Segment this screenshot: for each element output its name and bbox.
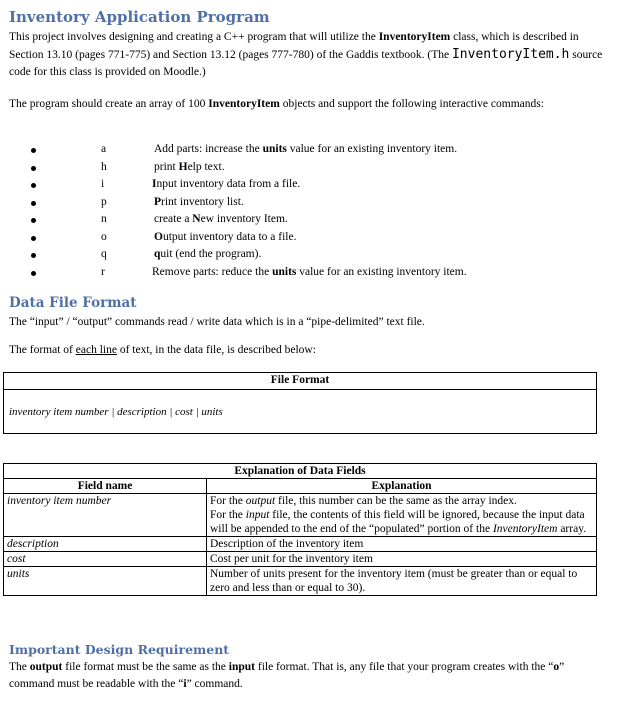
page-title: Inventory Application Program xyxy=(9,8,270,26)
bullet-icon xyxy=(31,201,36,206)
field-name-cell: inventory item number xyxy=(4,494,207,537)
command-description: Output inventory data to a file. xyxy=(154,230,297,243)
list-item xyxy=(0,248,635,265)
field-name-cell: description xyxy=(4,537,207,552)
list-item xyxy=(0,213,635,230)
design-requirement-text: The output file format must be the same as the input file format. That is, any file that your program creates with the “o” command must be readable with the “i” command. xyxy=(9,661,565,690)
bullet-icon xyxy=(31,183,36,188)
command-description: print Help text. xyxy=(154,160,225,173)
explanation-cell: For the output file, this number can be the same as the array index. For the input file, the contents of this field will be ignored, because the input data will be appended to the end of the “populated” portion of the InventoryItem array. xyxy=(207,494,597,537)
command-letter: a xyxy=(101,143,107,155)
list-item xyxy=(0,178,635,195)
explanation-cell: Description of the inventory item xyxy=(207,537,597,552)
command-description: quit (end the program). xyxy=(154,248,262,260)
command-description: Remove parts: reduce the units value for an existing inventory item. xyxy=(152,265,467,278)
file-format-line: inventory item number | description | cost | units xyxy=(9,406,223,418)
table-title-row xyxy=(4,464,597,479)
bullet-icon xyxy=(31,236,36,241)
column-header-field: Field name xyxy=(4,479,207,494)
field-name-cell: units xyxy=(4,567,207,596)
list-item xyxy=(0,231,635,248)
command-description: Add parts: increase the units value for an existing inventory item. xyxy=(154,143,458,155)
explanation-table-title: Explanation of Data Fields xyxy=(4,464,597,479)
column-header-explanation: Explanation xyxy=(207,479,597,494)
command-letter: o xyxy=(101,230,107,243)
command-letter: n xyxy=(101,213,107,225)
command-description: create a New inventory Item. xyxy=(154,213,288,225)
bullet-icon xyxy=(31,253,36,258)
command-letter: h xyxy=(101,160,107,173)
explanation-cell: Number of units present for the inventory item (must be greater than or equal to zero and less than or equal to 30). xyxy=(207,567,597,596)
list-item xyxy=(0,161,635,178)
header-file-name: InventoryItem.h xyxy=(451,47,570,62)
table-row xyxy=(4,494,597,537)
pipe-delimited-text: The “input” / “output” commands read / write data which is in a “pipe-delimited” text file. xyxy=(9,316,425,328)
format-description-text: The format of each line of text, in the data file, is described below: xyxy=(9,344,316,356)
table-row xyxy=(4,552,597,567)
explanation-cell: Cost per unit for the inventory item xyxy=(207,552,597,567)
command-letter: p xyxy=(101,195,107,208)
field-name-cell: cost xyxy=(4,552,207,567)
file-format-box xyxy=(3,389,597,434)
bullet-icon xyxy=(31,166,36,171)
table-header-row xyxy=(4,479,597,494)
intro-paragraph: This project involves designing and creating a C++ program that will utilize the InventoryItem class, which is described in Section 13.10 (pages 771-775) and Section 13.12 (pages 777-780) of the Gaddis textbook. (The InventoryItem.h source code for this class is provided on Moodle.) xyxy=(9,31,603,78)
command-letter: q xyxy=(101,248,107,260)
command-description: Print inventory list. xyxy=(154,195,244,208)
class-name: InventoryItem xyxy=(378,31,451,43)
list-item xyxy=(0,196,635,213)
data-file-format-heading: Data File Format xyxy=(9,295,137,311)
bullet-icon xyxy=(31,218,36,223)
bullet-icon xyxy=(31,148,36,153)
list-item xyxy=(0,143,635,160)
array-paragraph: The program should create an array of 100 InventoryItem objects and support the following interactive commands: xyxy=(9,98,544,110)
command-letter: r xyxy=(101,265,105,278)
command-description: Input inventory data from a file. xyxy=(152,178,301,190)
explanation-table xyxy=(3,463,597,596)
table-row xyxy=(4,537,597,552)
design-requirement-heading: Important Design Requirement xyxy=(9,642,230,657)
list-item xyxy=(0,266,635,283)
command-letter: i xyxy=(101,178,105,190)
table-row xyxy=(4,567,597,596)
bullet-icon xyxy=(31,271,36,276)
file-format-title: File Format xyxy=(3,372,597,390)
